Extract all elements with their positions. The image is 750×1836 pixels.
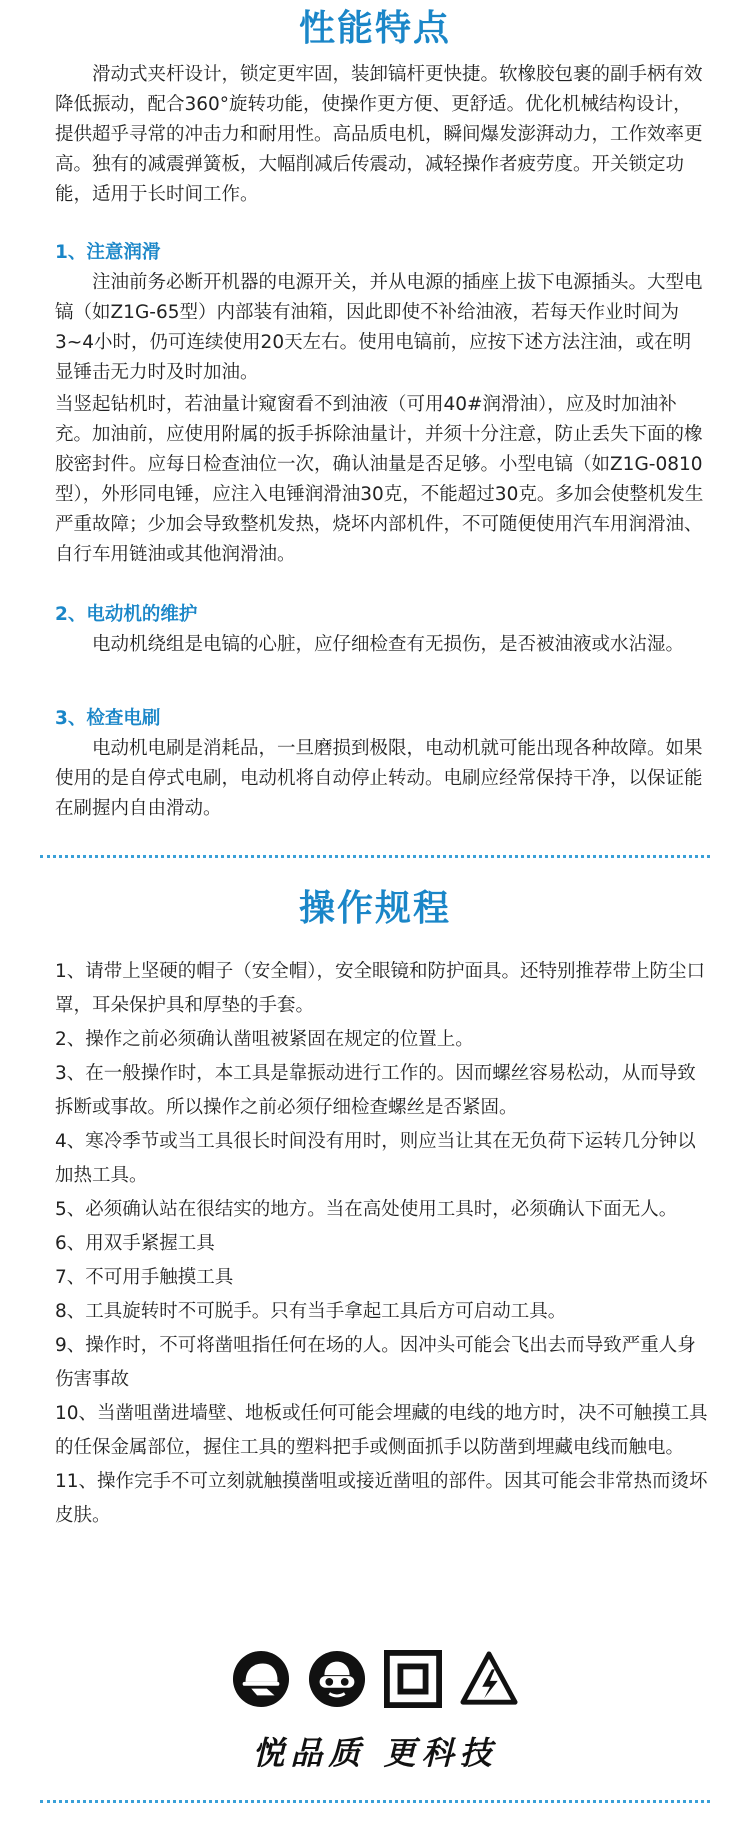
- operation-item: 6、用双手紧握工具: [55, 1233, 215, 1254]
- section-heading-motor: 2、电动机的维护: [55, 604, 198, 625]
- operation-item: 11、操作完手不可立刻就触摸凿咀或接近凿咀的部件。因其可能会非常热而烫坏皮肤。: [55, 1471, 708, 1526]
- features-intro: 滑动式夹杆设计，锁定更牢固，装卸镐杆更快捷。软橡胶包裹的副手柄有效降低振动，配合360°旋转功能，使操作更方便、更舒适。优化机械结构设计，提供超乎寻常的冲击力和耐用性。高品质电机，瞬间爆发澎湃动力，工作效率更高。独有的减震弹簧板，大幅削减后传震动，减轻操作者疲劳度。开关锁定功能，适用于长时间工作。: [55, 64, 703, 205]
- features-title: 性能特点: [298, 8, 451, 49]
- lubrication-paragraph-1: 注油前务必断开机器的电源开关，并从电源的插座上拔下电源插头。大型电镐（如Z1G-65型）内部装有油箱，因此即使不补给油液，若每天作业时间为3~4小时，仍可连续使用20天左右。使用电镐前，应按下述方法注油，或在明显锤击无力时及时加油。: [55, 272, 703, 383]
- operation-item: 4、寒冷季节或当工具很长时间没有用时，则应当让其在无负荷下运转几分钟以加热工具。: [55, 1131, 696, 1186]
- operation-item: 8、工具旋转时不可脱手。只有当手拿起工具后方可启动工具。: [55, 1301, 567, 1322]
- safety-helmet-icon: [232, 1650, 290, 1708]
- section-heading-lubrication: 1、注意润滑: [55, 242, 161, 263]
- section-heading-brush: 3、检查电刷: [55, 708, 161, 729]
- operation-item: 10、当凿咀凿进墙壁、地板或任何可能会埋藏的电线的地方时，决不可触摸工具的任保金属部位，握住工具的塑料把手或侧面抓手以防凿到埋藏电线而触电。: [55, 1403, 708, 1458]
- operations-title: 操作规程: [298, 888, 451, 929]
- motor-paragraph: 电动机绕组是电镐的心脏，应仔细检查有无损伤，是否被油液或水沾湿。: [92, 634, 685, 655]
- brand-slogan: 悦品质 更科技: [252, 1734, 498, 1772]
- operation-item: 5、必须确认站在很结实的地方。当在高处使用工具时，必须确认下面无人。: [55, 1199, 678, 1220]
- operation-item: 9、操作时，不可将凿咀指任何在场的人。因冲头可能会飞出去而导致严重人身伤害事故: [55, 1335, 696, 1390]
- brush-paragraph: 电动机电刷是消耗品，一旦磨损到极限，电动机就可能出现各种故障。如果使用的是自停式电刷，电动机将自动停止转动。电刷应经常保持干净，以保证能在刷握内自由滑动。: [55, 738, 703, 819]
- section-divider: [40, 855, 710, 858]
- operations-list: [55, 955, 710, 1533]
- operation-item: 1、请带上坚硬的帽子（安全帽），安全眼镜和防护面具。还特别推荐带上防尘口罩，耳朵保护具和厚垫的手套。: [55, 961, 706, 1016]
- double-insulation-icon: [384, 1650, 442, 1708]
- safety-icons-row: [232, 1650, 522, 1712]
- operation-item: 2、操作之前必须确认凿咀被紧固在规定的位置上。: [55, 1029, 474, 1050]
- electric-hazard-icon: [460, 1650, 518, 1708]
- operation-item: 7、不可用手触摸工具: [55, 1267, 234, 1288]
- goggles-icon: [308, 1650, 366, 1708]
- operation-item: 3、在一般操作时，本工具是靠振动进行工作的。因而螺丝容易松动，从而导致拆断或事故。所以操作之前必须仔细检查螺丝是否紧固。: [55, 1063, 696, 1118]
- lubrication-paragraph-2: 当竖起钻机时，若油量计窥窗看不到油液（可用40#润滑油），应及时加油补充。加油前，应使用附属的扳手拆除油量计，并须十分注意，防止丢失下面的橡胶密封件。应每日检查油位一次，确认油量是否足够。小型电镐（如Z1G-0810型），外形同电锤，应注入电锤润滑油30克，不能超过30克。多加会使整机发生严重故障；少加会导致整机发热，烧坏内部机件，不可随便使用汽车用润滑油、自行车用链油或其他润滑油。: [55, 394, 704, 565]
- bottom-divider: [40, 1800, 710, 1803]
